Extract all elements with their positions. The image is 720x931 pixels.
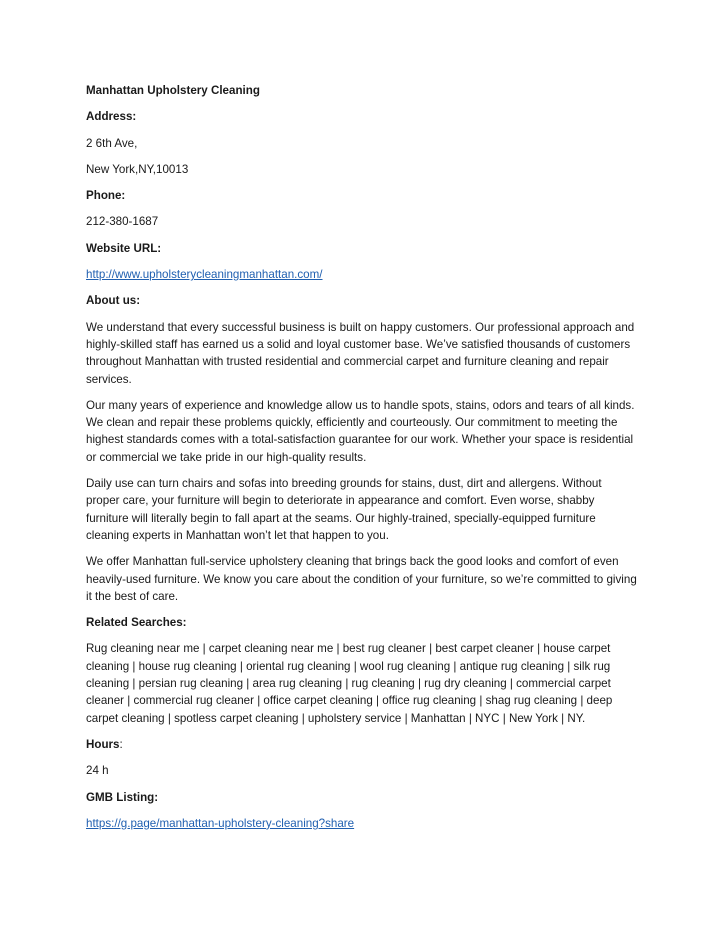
document-page [86, 82, 638, 841]
about-label: About us: [86, 294, 141, 308]
about-paragraph-4: We offer Manhattan full-service upholstery cleaning that brings back the good looks and comfort of even heavily-used furniture. We know you care about the condition of your furniture, so we’re committed to giving it the best of care. [86, 555, 637, 603]
address-line-2: New York,NY,10013 [86, 162, 189, 176]
address-label: Address: [86, 110, 137, 124]
related-searches-label: Related Searches: [86, 616, 187, 630]
website-link[interactable]: http://www.upholsterycleaningmanhattan.com/ [86, 268, 323, 282]
business-name: Manhattan Upholstery Cleaning [86, 84, 260, 97]
phone-label: Phone: [86, 189, 126, 203]
gmb-link[interactable]: https://g.page/manhattan-upholstery-cleaning?share [86, 816, 355, 830]
phone-value: 212-380-1687 [86, 215, 159, 229]
about-paragraph-2: Our many years of experience and knowledge allow us to handle spots, stains, odors and tears of all kinds. We clean and repair these problems quickly, efficiently and courteously. Our commitment to meeting the highest standards comes with a total-satisfaction guarantee for our work. Whether your space is residential or commercial we take pride in our high-quality results. [86, 398, 635, 464]
hours-label: Hours [86, 737, 120, 751]
address-line-1: 2 6th Ave, [86, 136, 138, 150]
hours-heading [86, 736, 638, 753]
about-paragraph-1: We understand that every successful business is built on happy customers. Our professional approach and highly-skilled staff has earned us a solid and loyal customer base. We’ve satisfied thousands of customers throughout Manhattan with trusted residential and commercial carpet and furniture cleaning and repair services. [86, 320, 635, 386]
hours-value: 24 h [86, 764, 109, 778]
about-paragraph-3: Daily use can turn chairs and sofas into breeding grounds for stains, dust, dirt and allergens. Without proper care, your furniture will begin to deteriorate in appearance and comfort. Even worse, shabby furniture will literally begin to fall apart at the seams. Our highly-trained, specially-equipped furniture cleaning experts in Manhattan won’t let that happen to you. [86, 477, 602, 542]
website-label: Website URL: [86, 241, 162, 255]
gmb-label: GMB Listing: [86, 790, 159, 804]
related-searches-text: Rug cleaning near me | carpet cleaning near me | best rug cleaner | best carpet cleaner | house carpet cleaning | house rug cleaning | oriental rug cleaning | wool rug cleaning | antique rug cleaning | silk rug cleaning | persian rug cleaning | area rug cleaning | rug cleaning | rug dry cleaning | commercial carpet cleaner | commercial rug cleaner | office carpet cleaning | office rug cleaning | shag rug cleaning | deep carpet cleaning | spotless carpet cleaning | upholstery service | Manhattan | NYC | New York | NY. [86, 642, 613, 725]
hours-colon: : [119, 737, 123, 751]
